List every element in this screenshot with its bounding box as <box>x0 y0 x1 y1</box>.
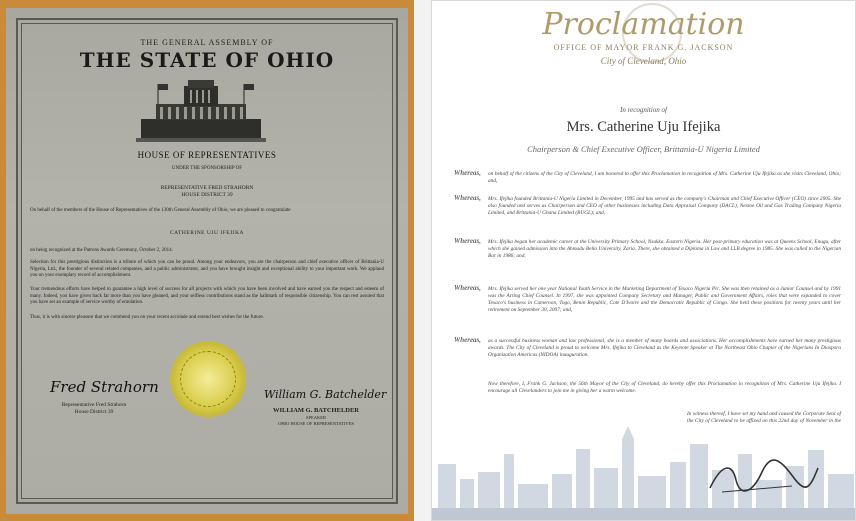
signature-right-label <box>256 407 376 426</box>
whereas-label-3: Whereas, <box>454 237 482 245</box>
signature-left-district: House District 39 <box>74 409 114 415</box>
cleveland-proclamation <box>431 0 856 521</box>
now-therefore-paragraph: Now therefore, I, Frank G. Jackson, the 56th Mayor of the City of Cleveland, do hereby offer this Proclamation in recognition of Mrs. Catherine Uju Ifejika. I encourage all Clevelanders to join me in giving her a warm welcome. <box>488 381 841 394</box>
proclamation-title: Proclamation <box>542 7 745 42</box>
body-paragraph-1: Selection for this prestigious distinction is a tribute of which you can be proud. Among your endeavors, you are the chairperson and chief executive officer of Brittania-U Nigeria, Ltd., the founder of several related companies, and a public administrator, and you have brought insight and exceptional ability to your important work. We applaud you on your exemplary record of accomplishment. <box>30 260 384 278</box>
honoree-title: Chairperson & Chief Executive Officer, Brittania-U Nigeria Limited <box>527 144 760 154</box>
whereas-paragraph-5: as a successful business woman and law professional, she is a member of many boards and associations. Her accomplishments have earned her many prestigious awards. The City of Cleveland is proud to welcome Mrs. Ifejika to Cleveland as the Keynote Speaker at The Northeast Ohio Chapter of the Nigerians In Diaspora Organization Americas (NIDOA) inauguration. <box>488 338 841 358</box>
certificate-paper <box>6 8 408 514</box>
body-paragraph-3: Thus, it is with sincere pleasure that we commend you on your recent accolade and extend best wishes for the future. <box>30 315 264 320</box>
mayor-office-line: OFFICE OF MAYOR FRANK G. JACKSON <box>553 43 734 52</box>
whereas-label-5: Whereas, <box>454 336 482 344</box>
body-paragraph-2: Your tremendous efforts have helped to guarantee a high level of success for all projects with which you have been involved and have earned you the respect and esteem of many. Indeed, you have given back far more than you have gleaned, and your selfless contributions stand as the hallmark of responsible citizenship. You can rest assured that you have set an example of service worthy of emulation. <box>30 287 384 305</box>
whereas-label-1: Whereas, <box>454 169 482 177</box>
representative-block <box>6 185 408 199</box>
whereas-label-4: Whereas, <box>454 284 482 292</box>
signature-strahorn: Fred Strahorn <box>50 378 159 396</box>
whereas-paragraph-1: on behalf of the citizens of the City of Cleveland, I am honored to offer this Proclamation in recognition of Mrs. Catherine Uju Ifejika as she visits Cleveland, Ohio; and, <box>488 171 841 184</box>
general-assembly-heading: THE GENERAL ASSEMBLY OF <box>140 38 274 47</box>
signature-left-name: Representative Fred Strahorn <box>61 402 127 408</box>
representative-district: HOUSE DISTRICT 39 <box>181 192 233 198</box>
signature-right-title: SPEAKER <box>305 415 326 420</box>
signature-right-office: OHIO HOUSE OF REPRESENTATIVES <box>278 421 354 426</box>
state-of-ohio-heading: THE STATE OF OHIO <box>79 48 335 72</box>
ohio-certificate <box>0 0 414 521</box>
whereas-label-2: Whereas, <box>454 194 482 202</box>
signature-right-name: WILLIAM G. BATCHELDER <box>272 407 360 414</box>
occasion-text: on being recognized at the Patrons Awards Ceremony, October 2, 2014. <box>30 248 173 253</box>
recognition-line: In recognition of <box>620 106 667 114</box>
city-line: City of Cleveland, Ohio <box>600 56 687 66</box>
intro-text: On behalf of the members of the House of Representatives of the 130th General Assembly of Ohio, we are pleased to congratulate <box>30 208 291 213</box>
house-of-representatives-heading: HOUSE OF REPRESENTATIVES <box>137 150 277 160</box>
signature-left-label <box>34 402 154 416</box>
whereas-paragraph-4: Mrs. Ifejika served her one year National Youth Service in the Marketing Department of Texaco Nigeria Plc. She was then retained as a Junior Counsel and by 1991 was the Acting Chief Counsel. In 1997, she was appointed Company Secretary and Manager, Public and Government Affairs, roles that were expanded to cover Texaco's business in Cameroon, Togo, Benin Republic, Cote D'Ivoire and the Democratic Republic of Congo. She held these positions for twenty years until her retirement on September 30, 2007; and, <box>488 286 841 313</box>
honoree-name: CATHERINE UJU IFEJIKA <box>169 230 245 236</box>
whereas-paragraph-2: Mrs. Ifejika founded Brittania-U Nigeria Limited in December, 1995 and has served as the company's Chairman and Chief Executive Officer (CEO) since 2005. She also founded and serves as Chairperson and CEO of other businesses including Data Appraisal Company (DACL), Nextoe Oil and Gas Trading Company Nigeria Limited, and Brittania-U Ghana Limited (BUGL); and, <box>488 196 841 216</box>
sponsorship-line: UNDER THE SPONSORSHIP OF <box>171 166 243 171</box>
witness-paragraph: In witness thereof, I have set my hand and caused the Corporate Seal of the City of Cleveland to be affixed on this 22nd day of November in the <box>687 411 841 424</box>
mayor-signature <box>702 458 822 498</box>
representative-name: REPRESENTATIVE FRED STRAHORN <box>160 185 254 191</box>
honoree-name: Mrs. Catherine Uju Ifejika <box>566 119 721 135</box>
whereas-paragraph-3: Mrs. Ifejika began her academic career at the University Primary School, Nsukka, Eastern Nigeria. Her post-primary education was at Queens School, Enugu, after which she gained admission into the Ahmadu Bello University, Zaria. There, she obtained a Diploma in Law and LLB degree in 1985. She was called to the Nigerian Bar in 1986; and, <box>488 239 841 259</box>
ohio-statehouse-icon <box>136 74 266 144</box>
signature-batchelder: William G. Batchelder <box>264 388 387 401</box>
gold-seal <box>172 343 244 415</box>
